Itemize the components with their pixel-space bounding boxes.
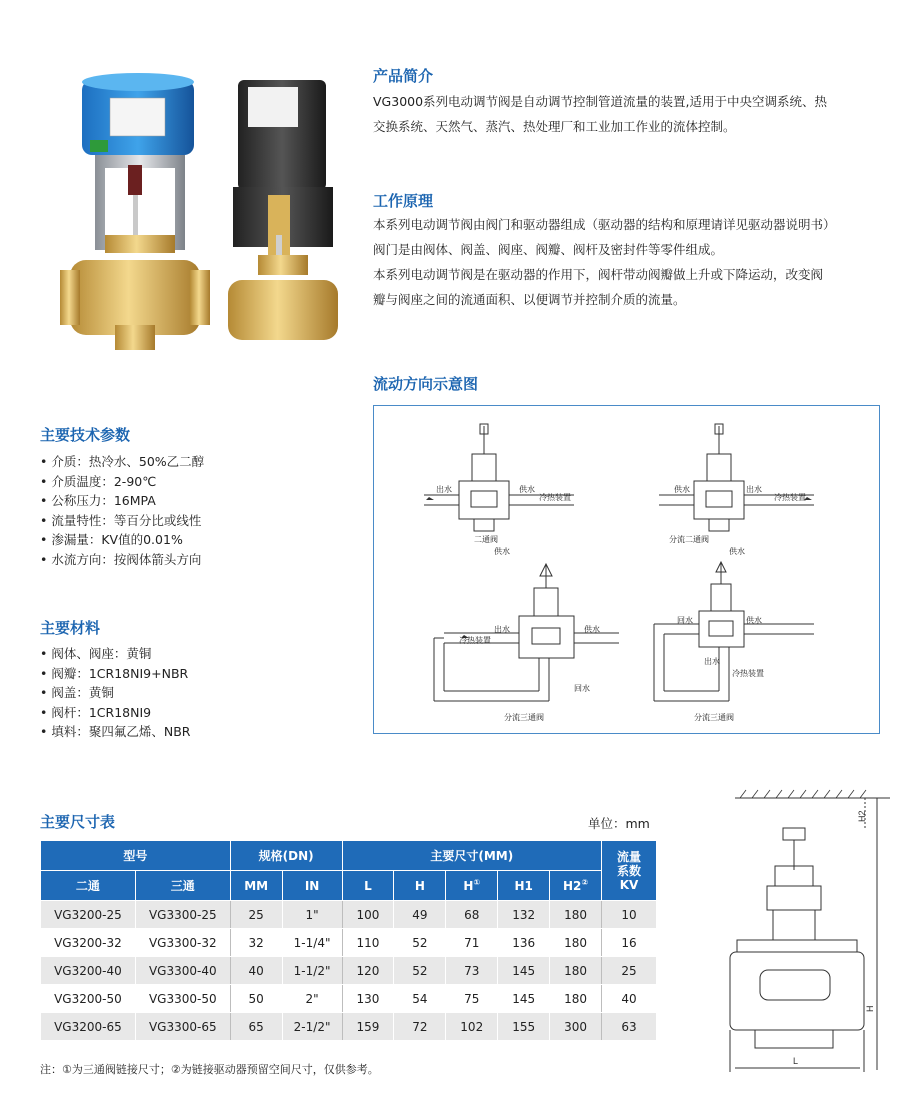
dim-H-label: H — [865, 1005, 875, 1012]
table-cell: VG3300-65 — [135, 1013, 230, 1041]
table-cell: 52 — [394, 957, 446, 985]
table-cell: 50 — [230, 985, 282, 1013]
intro-line: VG3000系列电动调节阀是自动调节控制管道流量的装置,适用于中央空调系统、热 — [373, 94, 828, 109]
dimension-table — [40, 840, 657, 1041]
table-cell: VG3300-32 — [135, 929, 230, 957]
dim-L-label: L — [793, 1056, 799, 1066]
table-cell: 63 — [602, 1013, 657, 1041]
label-return-water-1: 回水 — [574, 684, 590, 693]
table-cell: VG3300-50 — [135, 985, 230, 1013]
product-photo-black-actuator-valve — [228, 75, 348, 350]
header-H2 — [550, 871, 602, 901]
table-cell: 110 — [342, 929, 394, 957]
label-supply-water-5: 供水 — [584, 625, 600, 634]
table-cell: VG3200-40 — [41, 957, 136, 985]
table-row — [41, 957, 657, 985]
header-mm: MM — [230, 871, 282, 901]
label-supply-water-4: 供水 — [729, 547, 745, 556]
principle-text — [373, 212, 893, 312]
header-H2-text: H2 — [562, 879, 582, 893]
intro-title: 产品简介 — [373, 67, 434, 85]
material-item: • 阀杆：1CR18NI9 — [40, 703, 190, 723]
label-hx-device-3: 冷热装置 — [459, 636, 491, 645]
material-item: • 阀瓣：1CR18NI9+NBR — [40, 664, 190, 684]
table-cell: 2" — [282, 985, 342, 1013]
table-cell: VG3200-32 — [41, 929, 136, 957]
table-row — [41, 985, 657, 1013]
spec-item: • 公称压力：16MPA — [40, 491, 204, 511]
table-cell: 145 — [498, 957, 550, 985]
material-item: • 阀盖：黄铜 — [40, 683, 190, 703]
table-cell: 2-1/2" — [282, 1013, 342, 1041]
header-H-note — [446, 871, 498, 901]
table-cell: 16 — [602, 929, 657, 957]
spec-item: • 渗漏量：KV值的0.01% — [40, 530, 204, 550]
header-H: H — [394, 871, 446, 901]
header-spec: 规格(DN) — [230, 841, 342, 871]
spec-item: • 水流方向：按阀体箭头方向 — [40, 550, 204, 570]
header-model: 型号 — [41, 841, 231, 871]
spec-item: • 介质：热冷水、50%乙二醇 — [40, 452, 204, 472]
header-kv-line: 系数 — [617, 863, 642, 878]
dim-H2-label: H2 — [857, 810, 867, 822]
table-note: 注：①为三通阀链接尺寸；②为链接驱动器预留空间尺寸，仅供参考。 — [40, 1063, 379, 1076]
table-cell: 159 — [342, 1013, 394, 1041]
dimension-drawing — [715, 780, 895, 1080]
table-cell: 71 — [446, 929, 498, 957]
header-two-way: 二通 — [41, 871, 136, 901]
table-cell: 32 — [230, 929, 282, 957]
material-item: • 阀体、阀座：黄铜 — [40, 644, 190, 664]
table-cell: 10 — [602, 901, 657, 929]
table-cell: 132 — [498, 901, 550, 929]
table-cell: 65 — [230, 1013, 282, 1041]
table-cell: 180 — [550, 985, 602, 1013]
table-cell: 54 — [394, 985, 446, 1013]
table-cell: VG3200-65 — [41, 1013, 136, 1041]
table-cell: 25 — [230, 901, 282, 929]
header-kv — [602, 841, 657, 901]
table-cell: 180 — [550, 929, 602, 957]
table-cell: 155 — [498, 1013, 550, 1041]
table-row — [41, 901, 657, 929]
header-in: IN — [282, 871, 342, 901]
table-cell: 136 — [498, 929, 550, 957]
header-H2-mark: ② — [581, 878, 589, 887]
table-cell: 40 — [602, 985, 657, 1013]
header-H-note-text: H — [463, 879, 474, 893]
header-H1: H1 — [498, 871, 550, 901]
table-cell: VG3300-40 — [135, 957, 230, 985]
table-cell: 40 — [230, 957, 282, 985]
principle-line: 瓣与阀座之间的流通面积、以便调节并控制介质的流量。 — [373, 292, 686, 307]
table-cell: 49 — [394, 901, 446, 929]
table-title: 主要尺寸表 — [40, 813, 116, 831]
label-supply-water-6: 供水 — [746, 616, 762, 625]
principle-line: 阀门是由阀体、阀盖、阀座、阀瓣、阀杆及密封件等零件组成。 — [373, 242, 724, 257]
principle-line: 本系列电动调节阀是在驱动器的作用下，阀杆带动阀瓣做上升或下降运动，改变阀 — [373, 267, 824, 282]
table-cell: VG3300-25 — [135, 901, 230, 929]
table-cell: 75 — [446, 985, 498, 1013]
label-out-water-4: 出水 — [704, 657, 720, 666]
header-kv-line: KV — [619, 877, 639, 892]
principle-title: 工作原理 — [373, 192, 434, 210]
table-cell: 300 — [550, 1013, 602, 1041]
header-dims: 主要尺寸(MM) — [342, 841, 602, 871]
label-hx-device-4: 冷热装置 — [732, 669, 764, 678]
label-divert-three-1: 分流三通阀 — [504, 713, 544, 722]
table-row — [41, 1013, 657, 1041]
table-cell: 25 — [602, 957, 657, 985]
label-divert-three-2: 分流三通阀 — [694, 713, 734, 722]
table-cell: 145 — [498, 985, 550, 1013]
table-cell: VG3200-50 — [41, 985, 136, 1013]
table-cell: 100 — [342, 901, 394, 929]
label-out-water-2: 出水 — [746, 485, 762, 494]
table-cell: 120 — [342, 957, 394, 985]
principle-line: 本系列电动调节阀由阀门和驱动器组成（驱动器的结构和原理请详见驱动器说明书） — [373, 217, 836, 232]
materials-list — [40, 644, 190, 742]
unit-label: 单位：mm — [588, 816, 650, 831]
label-two-way: 二通阀 — [474, 535, 498, 544]
materials-title: 主要材料 — [40, 619, 101, 637]
table-cell: 72 — [394, 1013, 446, 1041]
header-three-way: 三通 — [135, 871, 230, 901]
label-supply-water-2: 供水 — [494, 547, 510, 556]
label-hx-device-2: 冷热装置 — [774, 493, 806, 502]
table-cell: 1" — [282, 901, 342, 929]
label-divert-two: 分流二通阀 — [669, 535, 709, 544]
header-kv-line: 流量 — [617, 849, 642, 864]
table-cell: 102 — [446, 1013, 498, 1041]
flow-diagram — [373, 405, 880, 734]
label-out-water-1: 出水 — [436, 485, 452, 494]
header-L: L — [342, 871, 394, 901]
intro-line: 交换系统、天然气、蒸汽、热处理厂和工业加工作业的流体控制。 — [373, 119, 736, 134]
label-return-water-2: 回水 — [677, 616, 693, 625]
table-cell: 180 — [550, 901, 602, 929]
table-cell: 68 — [446, 901, 498, 929]
product-photo-blue-actuator-valve — [60, 70, 210, 355]
table-cell: 1-1/2" — [282, 957, 342, 985]
label-hx-device-1: 冷热装置 — [539, 493, 571, 502]
flow-diagram-svg — [374, 406, 879, 733]
table-cell: 1-1/4" — [282, 929, 342, 957]
material-item: • 填料：聚四氟乙烯、NBR — [40, 722, 190, 742]
label-out-water-3: 出水 — [494, 625, 510, 634]
spec-item: • 流量特性：等百分比或线性 — [40, 511, 204, 531]
flow-title: 流动方向示意图 — [373, 375, 479, 393]
header-H-note-mark: ① — [473, 878, 481, 887]
table-cell: 52 — [394, 929, 446, 957]
label-supply-water-3: 供水 — [674, 485, 690, 494]
specs-title: 主要技术参数 — [40, 426, 131, 444]
dimension-drawing-svg — [715, 780, 895, 1080]
label-supply-water-1: 供水 — [519, 485, 535, 494]
table-cell: 73 — [446, 957, 498, 985]
spec-item: • 介质温度：2-90℃ — [40, 472, 204, 492]
table-row — [41, 929, 657, 957]
table-cell: VG3200-25 — [41, 901, 136, 929]
specs-list — [40, 452, 204, 569]
table-cell: 130 — [342, 985, 394, 1013]
table-cell: 180 — [550, 957, 602, 985]
intro-text — [373, 89, 893, 139]
